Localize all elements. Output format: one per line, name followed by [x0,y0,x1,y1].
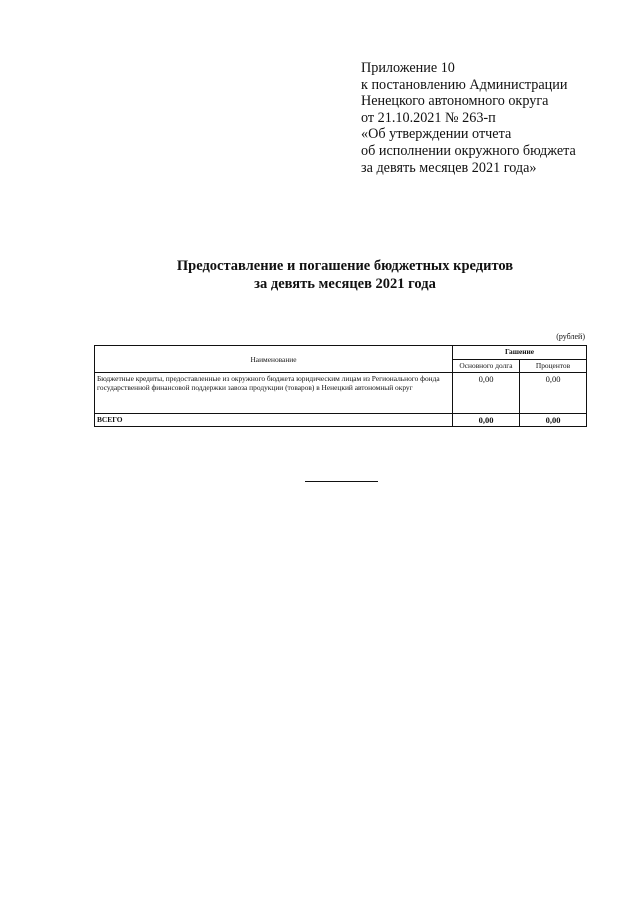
appendix-line: Ненецкого автономного округа [361,93,549,110]
unit-label: (рублей) [556,332,585,341]
end-separator-line [305,481,378,482]
row-interest: 0,00 [520,373,587,414]
title-line-1: Предоставление и погашение бюджетных кредитов [176,258,514,274]
header-name: Наименование [95,346,453,373]
appendix-line: об исполнении окружного бюджета [361,142,576,159]
row-principal: 0,00 [453,373,520,414]
table-row [95,373,587,414]
appendix-header [361,60,576,176]
row-name: Бюджетные кредиты, предоставленные из окружного бюджета юридическим лицам из Регионального фонда государственной финансовой поддержки завоза продукции (товаров) в Ненецкий автономный округ [95,373,453,414]
table-header-row [95,346,587,360]
table-total-row [95,414,587,427]
header-interest: Процентов [520,359,587,373]
credits-table [94,345,587,427]
total-interest: 0,00 [520,414,587,427]
header-principal: Основного долга [453,359,520,373]
total-label: ВСЕГО [95,414,453,427]
appendix-line: к постановлению Администрации [361,76,568,93]
appendix-line: «Об утверждении отчета [361,126,512,143]
title-line-2: за девять месяцев 2021 года [254,276,436,292]
header-group: Гашение [453,346,587,360]
appendix-line: от 21.10.2021 № 263-п [361,109,496,126]
total-principal: 0,00 [453,414,520,427]
document-title [100,257,590,293]
appendix-line: за девять месяцев 2021 года» [361,159,537,176]
appendix-line: Приложение 10 [361,60,455,76]
